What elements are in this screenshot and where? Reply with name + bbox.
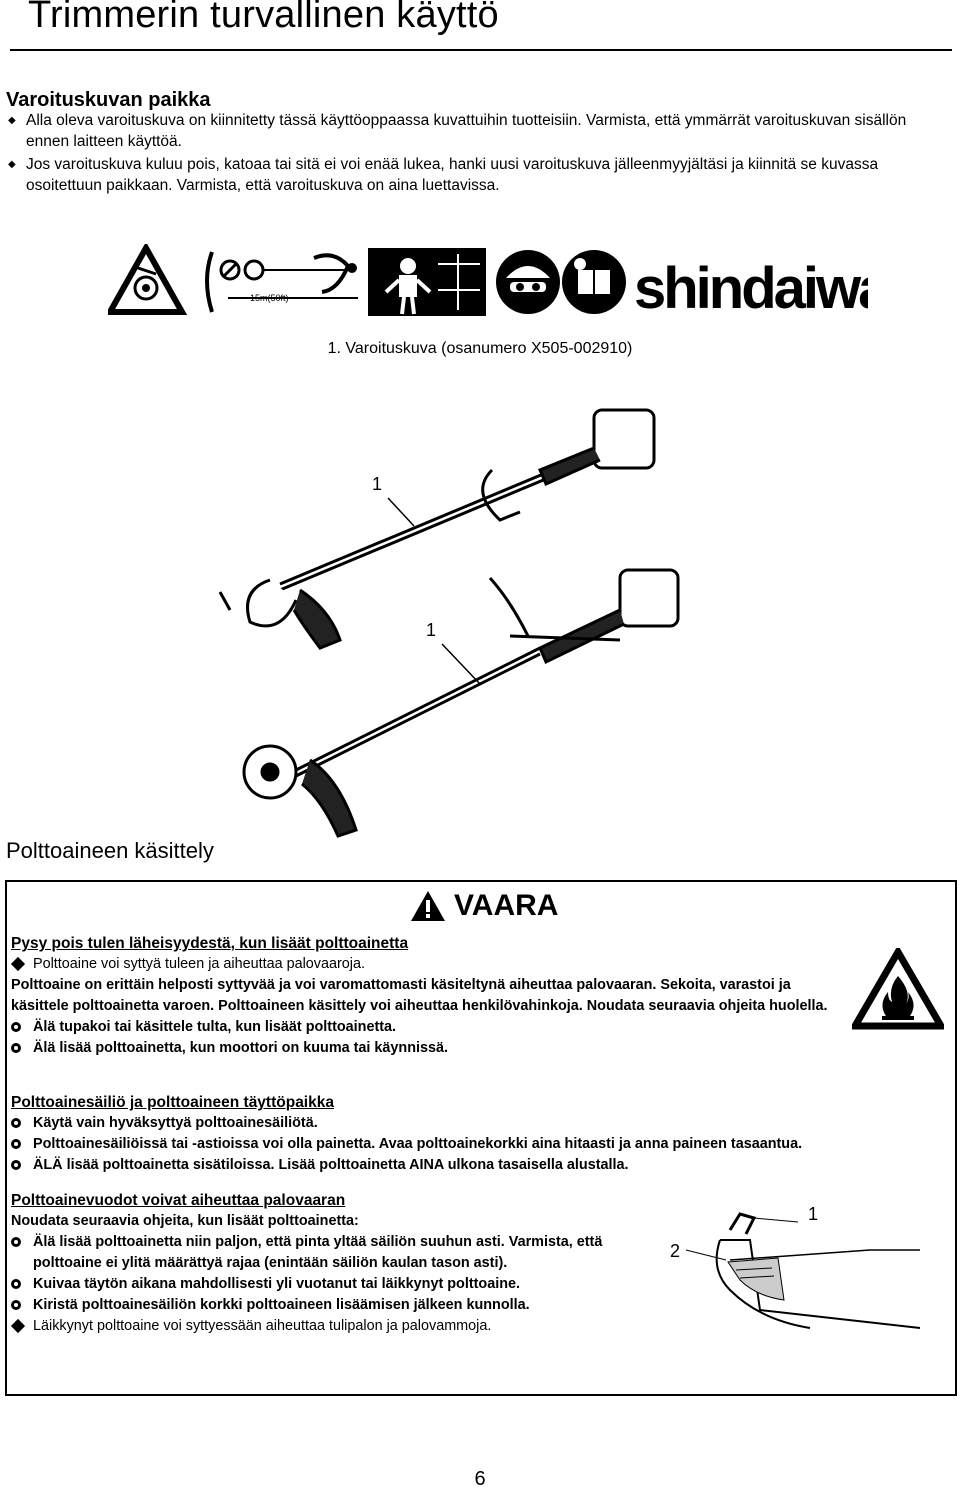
warning-label-bullets	[8, 110, 950, 196]
subheading: Polttoainevuodot voivat aiheuttaa palovaaran	[11, 1192, 346, 1209]
warning-label-graphic	[108, 244, 868, 320]
list-item-text: Kuivaa täytön aikana mahdollisesti yli vuotanut tai läikkynyt polttoaine.	[33, 1276, 521, 1292]
list-item	[11, 1113, 946, 1134]
danger-signal-header	[410, 889, 558, 923]
list-item-text: Kiristä polttoainesäiliön korkki polttoaineen lisäämisen jälkeen kunnolla.	[33, 1297, 530, 1313]
bullet-text: Alla oleva varoituskuva on kiinnitetty tässä käyttöoppaassa kuvattuihin tuotteisiin. Varmista, että ymmärrät varoituskuvan sisällön ennen laitteen käyttöä.	[26, 112, 907, 150]
paragraph: Noudata seuraavia ohjeita, kun lisäät polttoainetta:	[11, 1213, 359, 1229]
wear-helmet-goggles-icon	[496, 250, 560, 314]
list-item-text: ÄLÄ lisää polttoainetta sisätiloissa. Lisää polttoainetta AINA ulkona tasaisella alustalla.	[33, 1157, 629, 1173]
list-item-text: Polttoaine voi syttyä tuleen ja aiheuttaa palovaaroja.	[33, 956, 366, 972]
read-manual-icon	[562, 250, 626, 314]
list-item	[11, 1038, 841, 1059]
bullet-diamond-icon: ◆	[8, 159, 16, 170]
bullet-circle-icon	[11, 1160, 21, 1170]
bullet-circle-icon	[11, 1300, 21, 1310]
list-item-text: Älä tupakoi tai käsittele tulta, kun lisäät polttoainetta.	[33, 1019, 397, 1035]
bullet-diamond-icon	[11, 1319, 25, 1333]
list-item-text: Läikkynyt polttoaine voi syttyessään aiheuttaa tulipalon ja palovammoja.	[33, 1318, 492, 1334]
list-item	[11, 1155, 946, 1176]
bullet-circle-icon	[11, 1237, 21, 1247]
list-item-text: Älä lisää polttoainetta, kun moottori on kuuma tai käynnissä.	[33, 1040, 449, 1056]
paragraph: Polttoaine on erittäin helposti syttyvää ja voi varomattomasti käsiteltynä aiheuttaa palovaaran. Sekoita, varastoi ja käsittele polttoainetta varoen. Polttoaineen käsittely voi aiheuttaa henkilövahinkoja. Noudata seuraavia ohjeita huolella.	[11, 977, 828, 1014]
bullet-circle-icon	[11, 1279, 21, 1289]
fuel-tank-diagram	[660, 1200, 930, 1330]
section-heading-fuel: Polttoaineen käsittely	[6, 838, 214, 863]
safety-distance-icon	[207, 252, 358, 312]
warning-triangle-icon	[410, 890, 446, 922]
bullet-text: Jos varoituskuva kuluu pois, katoaa tai sitä ei voi enää lukea, hanki uusi varoituskuva jälleenmyyjältäsi ja kiinnitä se kuvassa osoitettuun paikkaan. Varmista, että varoituskuva on aina luettavissa.	[26, 156, 879, 194]
list-item	[11, 1017, 841, 1038]
title-rule	[10, 49, 952, 51]
trimmer-drawings	[210, 400, 680, 840]
figure-caption: 1. Varoituskuva (osanumero X505-002910)	[327, 340, 633, 357]
bullet-circle-icon	[11, 1118, 21, 1128]
list-item	[11, 1134, 946, 1155]
list-item	[8, 110, 950, 152]
protective-clothing-icon	[368, 248, 486, 316]
page-number: 6	[474, 1468, 486, 1490]
callout-number: 2	[670, 1241, 681, 1261]
callout-number: 1	[426, 620, 437, 640]
list-item-text: Polttoainesäiliöissä tai -astioissa voi olla painetta. Avaa polttoainekorkki aina hitaasti ja anna paineen tasaantua.	[33, 1136, 803, 1152]
bullet-circle-icon	[11, 1139, 21, 1149]
thrown-objects-warning-icon	[110, 248, 182, 312]
list-item-text: Käytä vain hyväksyttyä polttoainesäiliötä.	[33, 1115, 318, 1131]
callout-number: 1	[808, 1204, 819, 1224]
list-item	[11, 1295, 621, 1316]
bullet-diamond-icon	[11, 957, 25, 971]
trimmer-illustration	[210, 400, 680, 840]
bullet-diamond-icon: ◆	[8, 115, 16, 126]
page-title: Trimmerin turvallinen käyttö	[28, 0, 499, 36]
list-item	[11, 1316, 621, 1337]
list-item	[11, 1232, 621, 1274]
flammable-warning-icon	[852, 948, 944, 1030]
list-item	[11, 1274, 621, 1295]
bullet-circle-icon	[11, 1022, 21, 1032]
bullet-circle-icon	[11, 1043, 21, 1053]
danger-content-bottom	[11, 1190, 621, 1337]
subheading: Pysy pois tulen läheisyydestä, kun lisäät polttoainetta	[11, 935, 409, 952]
danger-content-top	[11, 933, 841, 1059]
signal-word: VAARA	[454, 889, 559, 922]
section-heading-warning-label: Varoituskuvan paikka	[6, 89, 211, 111]
warning-label-image	[108, 244, 868, 320]
list-item	[11, 954, 841, 975]
callout-number: 1	[372, 474, 383, 494]
list-item	[8, 154, 950, 196]
subheading: Polttoainesäiliö ja polttoaineen täyttöpaikka	[11, 1094, 334, 1111]
list-item-text: Älä lisää polttoainetta niin paljon, että pinta yltää säiliön suuhun asti. Varmista, että polttoaine ei ylitä määrättyä rajaa (enintään säiliön kaulan tason asti).	[33, 1234, 603, 1271]
brand-logo: shindaiwa	[634, 256, 868, 320]
distance-text: 15m(50ft)	[250, 293, 289, 303]
danger-content-middle	[11, 1092, 946, 1176]
